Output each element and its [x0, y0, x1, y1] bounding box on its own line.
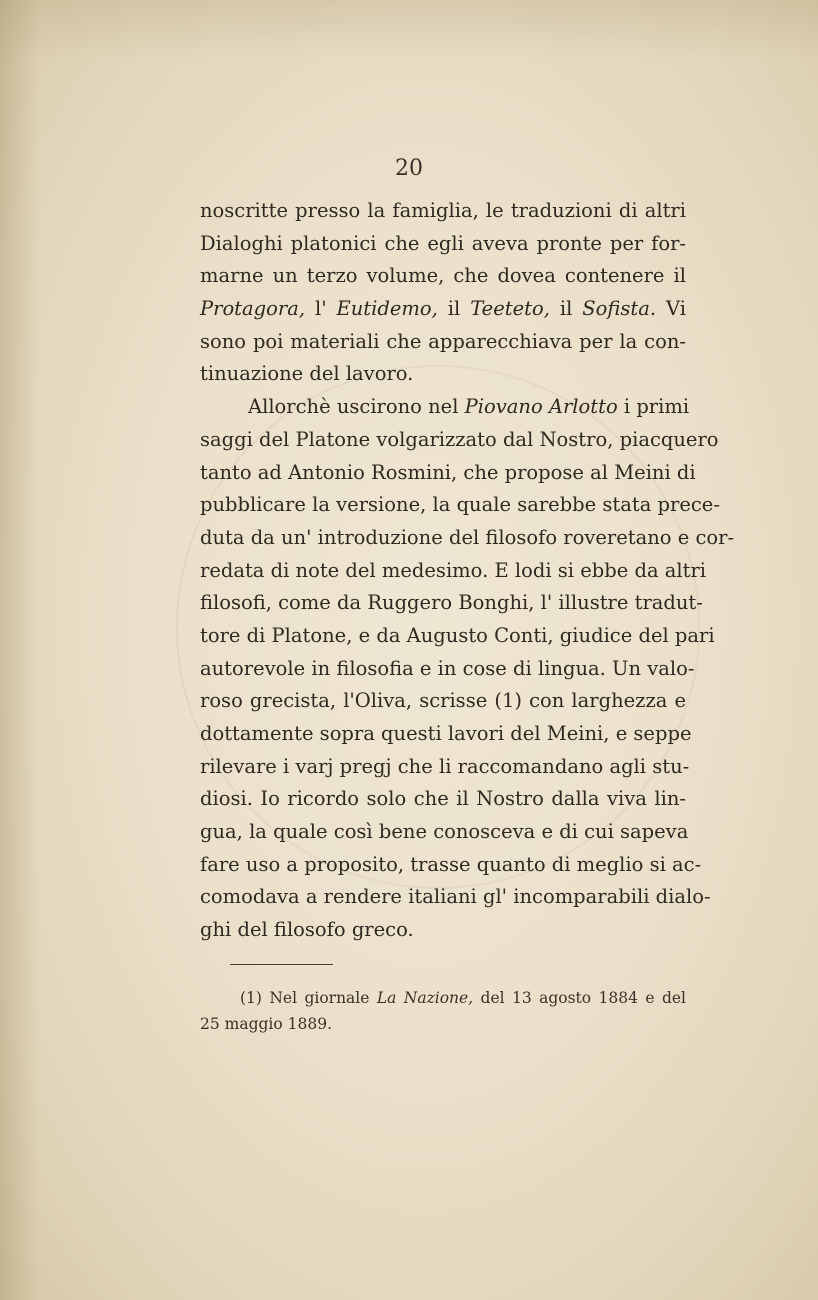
italic-text: Piovano Arlotto	[464, 395, 618, 419]
text-segment: tinuazione del lavoro.	[200, 362, 414, 386]
text-segment: tore di Platone, e da Augusto Conti, giudice del pari	[200, 623, 715, 647]
body-line	[200, 653, 695, 686]
text-segment: dottamente sopra questi lavori del Meini, e seppe	[200, 722, 692, 745]
text-segment: il	[437, 297, 471, 321]
body-line	[200, 457, 696, 490]
body-line	[200, 391, 690, 424]
text-segment: del 13 agosto 1884 e del	[473, 989, 686, 1007]
text-segment: tanto ad Antonio Rosmini, che propose al Meini di	[200, 460, 696, 484]
body-line	[200, 620, 715, 653]
text-segment: Allorchè uscirono nel	[248, 395, 465, 419]
body-line	[200, 718, 692, 751]
text-segment: gua, la quale così bene conosceva e di cui sapeva	[200, 820, 689, 844]
text-segment: autorevole in filosofia e in cose di lingua. Un valo-	[200, 656, 695, 680]
text-segment: duta da un' introduzione del filosofo roveretano e cor-	[200, 525, 735, 549]
text-segment: diosi. Io ricordo solo che il Nostro dalla viva lin-	[200, 787, 686, 811]
body-line	[200, 489, 720, 522]
italic-text: Protagora,	[200, 297, 306, 321]
text-segment: l'	[305, 297, 337, 321]
body-text	[200, 195, 735, 947]
footnote-line	[200, 985, 686, 1011]
body-line	[200, 555, 707, 588]
italic-text: Teeteto,	[470, 297, 550, 321]
text-segment: marne un terzo volume, che dovea contenere il	[200, 264, 686, 288]
body-line	[200, 228, 686, 261]
body-line	[200, 816, 689, 849]
body-line	[200, 881, 711, 914]
text-segment: il	[549, 297, 583, 321]
text-segment: fare uso a proposito, trasse quanto di meglio si ac-	[200, 852, 702, 876]
text-segment: saggi del Platone volgarizzato dal Nostro, piacquero	[200, 427, 719, 451]
body-line	[200, 587, 703, 620]
italic-text: Eutidemo,	[336, 297, 438, 321]
body-line	[200, 849, 702, 882]
body-line	[200, 522, 735, 555]
footnote-line	[200, 1011, 686, 1037]
text-segment: noscritte presso la famiglia, le traduzioni di altri	[200, 199, 686, 222]
text-segment: rilevare i varj pregj che li raccomandano agli stu-	[200, 754, 690, 778]
footnote-separator-rule	[230, 964, 333, 965]
text-segment: pubblicare la versione, la quale sarebbe stata prece-	[200, 493, 720, 517]
text-segment: Vi	[656, 297, 686, 321]
body-line	[200, 751, 690, 784]
body-line	[200, 326, 686, 359]
text-segment: redata di note del medesimo. E lodi si ebbe da altri	[200, 558, 707, 582]
italic-text: Sofista.	[582, 297, 657, 321]
body-line	[200, 685, 686, 718]
body-line	[200, 914, 686, 947]
body-line	[200, 783, 686, 816]
text-segment: Dialoghi platonici che egli aveva pronte per for-	[200, 231, 686, 255]
body-line	[200, 293, 686, 326]
page-edge-shadow	[0, 0, 40, 1300]
text-segment: ghi del filosofo greco.	[200, 918, 414, 942]
body-line	[200, 358, 686, 391]
text-segment: filosofi, come da Ruggero Bonghi, l' illustre tradut-	[200, 591, 703, 615]
page-top-shadow	[0, 0, 818, 60]
body-line	[200, 424, 719, 457]
body-line	[200, 260, 686, 293]
body-line	[200, 195, 686, 228]
page-number: 20	[395, 156, 423, 181]
text-segment: sono poi materiali che apparecchiava per la con-	[200, 329, 686, 353]
italic-text: La Nazione,	[376, 989, 474, 1007]
text-segment: 25 maggio 1889.	[200, 1015, 333, 1033]
text-segment: comodava a rendere italiani gl' incomparabili dialo-	[200, 885, 711, 909]
text-segment: i primi	[617, 395, 690, 419]
text-segment: (1) Nel giornale	[240, 989, 377, 1007]
footnote	[200, 985, 686, 1037]
text-segment: roso grecista, l'Oliva, scrisse (1) con larghezza e	[200, 689, 686, 713]
